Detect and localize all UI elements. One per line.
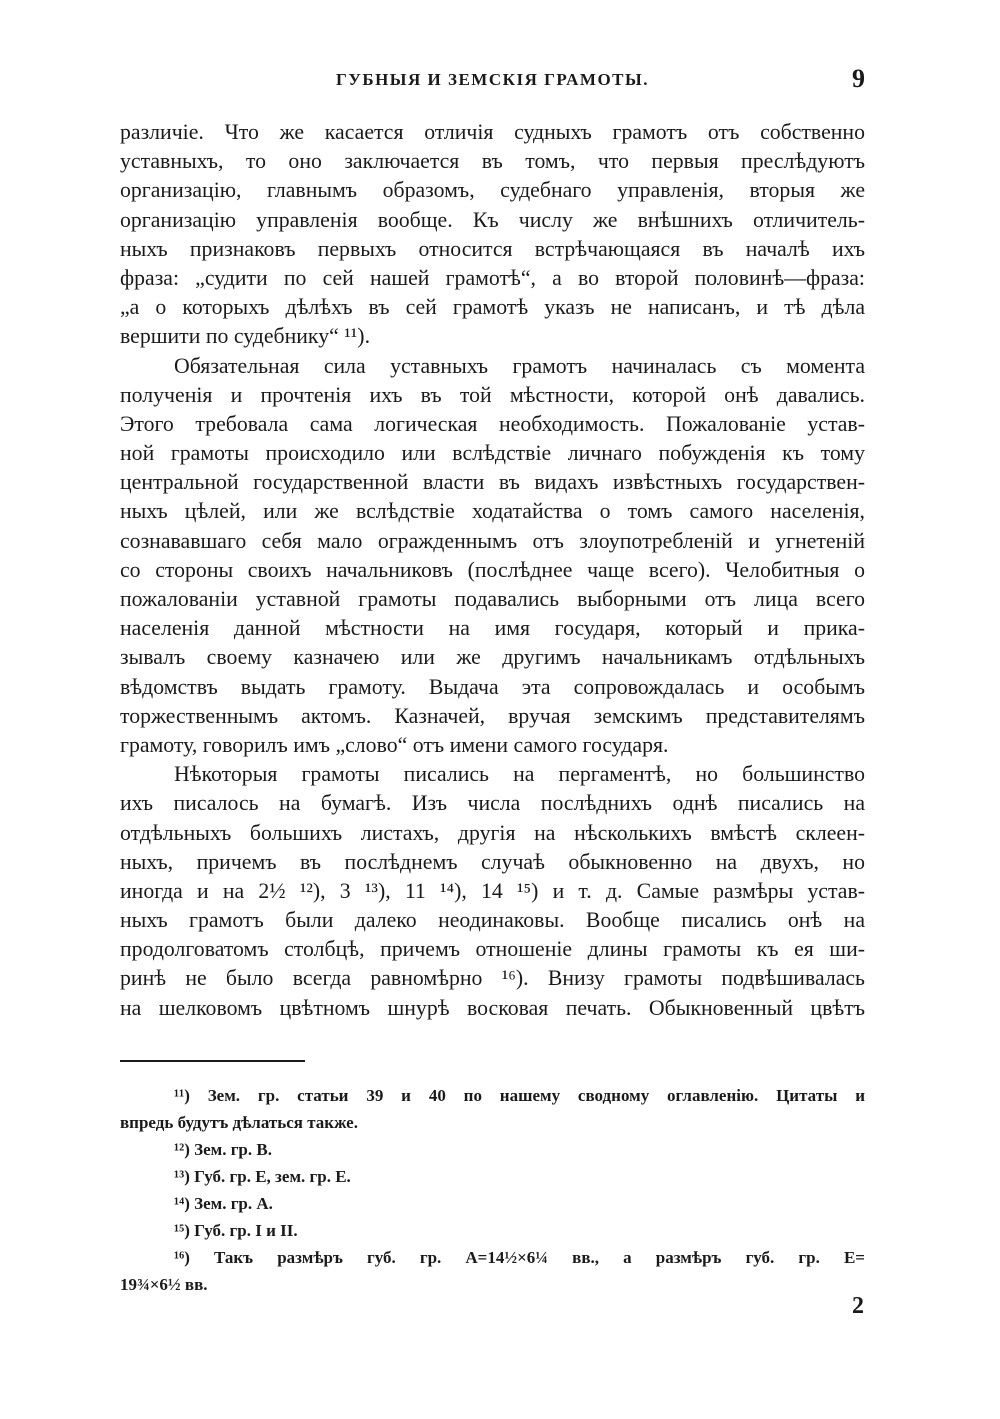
footnote-line: 19¾×6½ вв. bbox=[120, 1275, 208, 1294]
running-header bbox=[120, 64, 865, 96]
body-line: фраза: „судити по сей нашей грамотѣ“, а во второй половинѣ—фраза: bbox=[120, 265, 865, 290]
signature-mark: 2 bbox=[852, 1293, 864, 1319]
body-line: Нѣкоторыя грамоты писались на пергаментѣ, но большинство bbox=[174, 762, 865, 787]
body-line: „а о которыхъ дѣлѣхъ въ сей грамотѣ указъ не написанъ, и тѣ дѣла bbox=[120, 295, 865, 320]
page-number: 9 bbox=[852, 64, 865, 93]
body-line: сознававшаго себя мало огражденнымъ отъ злоупотребленій и угнетеній bbox=[120, 528, 865, 553]
footnotes bbox=[120, 1082, 865, 1298]
running-title: ГУБНЫЯ И ЗЕМСКІЯ ГРАМОТЫ. bbox=[336, 70, 649, 89]
body-line: ринѣ не было всегда равномѣрно ¹⁶). Внизу грамоты подвѣшивалась bbox=[120, 966, 865, 991]
body-line: Этого требовала сама логическая необходимость. Пожалованіе устав- bbox=[120, 411, 865, 436]
body-line: отдѣльныхъ большихъ листахъ, другія на нѣсколькихъ вмѣстѣ склеен- bbox=[120, 820, 865, 845]
footnote-line: ¹⁶) Такъ размѣръ губ. гр. А=14½×6¼ вв., а размѣръ губ. гр. Е= bbox=[174, 1248, 865, 1267]
body-line: ныхъ цѣлей, или же вслѣдствіе ходатайства о томъ самого населенія, bbox=[120, 499, 865, 524]
body-line: организацію управленія вообще. Къ числу же внѣшнихъ отличитель- bbox=[120, 207, 865, 232]
body-line: ныхъ грамотъ были далеко неодинаковы. Вообще писались онѣ на bbox=[120, 908, 865, 933]
footnote-line: ¹⁴) Зем. гр. А. bbox=[174, 1194, 273, 1213]
body-line: вершити по судебнику“ ¹¹). bbox=[120, 324, 371, 349]
body-line: пожалованіи уставной грамоты подавались выборными отъ лица всего bbox=[120, 587, 865, 611]
body-line: полученія и прочтенія ихъ въ той мѣстности, которой онѣ давались. bbox=[120, 382, 865, 407]
body-line: грамоту, говорилъ имъ „слово“ отъ имени самого государя. bbox=[120, 732, 669, 757]
footnote-line: ¹¹) Зем. гр. статьи 39 и 40 по нашему сводному оглавленію. Цитаты и bbox=[174, 1086, 865, 1105]
body-line: торжественнымъ актомъ. Казначей, вручая земскимъ представителямъ bbox=[120, 703, 865, 728]
body-line: на шелковомъ цвѣтномъ шнурѣ восковая печать. Обыкновенный цвѣтъ bbox=[120, 995, 865, 1020]
footnote-divider bbox=[120, 1060, 305, 1062]
body-line: продолговатомъ столбцѣ, причемъ отношеніе длины грамоты къ ея ши- bbox=[120, 937, 865, 962]
body-line: ной грамоты происходило или вслѣдствіе личнаго побужденія къ тому bbox=[120, 441, 865, 466]
body-line: ихъ писалось на бумагѣ. Изъ числа послѣднихъ однѣ писались на bbox=[120, 791, 865, 816]
body-line: зывалъ своему казначею или же другимъ начальникамъ отдѣльныхъ bbox=[120, 645, 865, 670]
body-line: уставныхъ, то оно заключается въ томъ, что первыя преслѣдуютъ bbox=[120, 149, 865, 174]
body-line: населенія данной мѣстности на имя государя, который и прика- bbox=[120, 616, 865, 641]
body-text bbox=[120, 118, 865, 1023]
body-line: центральной государственной власти въ видахъ извѣстныхъ государствен- bbox=[120, 470, 865, 495]
body-line: иногда и на 2½ ¹²), 3 ¹³), 11 ¹⁴), 14 ¹⁵) и т. д. Самые размѣры устав- bbox=[120, 878, 865, 903]
footnote-line: ¹⁵) Губ. гр. І и ІІ. bbox=[174, 1221, 298, 1240]
body-line: вѣдомствъ выдать грамоту. Выдача эта сопровождалась и особымъ bbox=[120, 674, 865, 699]
footnote-line: ¹³) Губ. гр. Е, зем. гр. Е. bbox=[174, 1167, 351, 1186]
footnote-line: впредь будутъ дѣлаться также. bbox=[120, 1113, 358, 1132]
body-line: организацію, главнымъ образомъ, судебнаго управленія, вторыя же bbox=[120, 178, 865, 203]
body-line: Обязательная сила уставныхъ грамотъ начиналась съ момента bbox=[174, 353, 865, 378]
body-line: со стороны своихъ начальниковъ (послѣднее чаще всего). Челобитныя о bbox=[120, 557, 865, 582]
footnote-line: ¹²) Зем. гр. В. bbox=[174, 1140, 272, 1159]
body-line: различіе. Что же касается отличія судныхъ грамотъ отъ собственно bbox=[120, 120, 865, 144]
body-line: ныхъ признаковъ первыхъ относится встрѣчающаяся въ началѣ ихъ bbox=[120, 236, 865, 261]
body-line: ныхъ, причемъ въ послѣднемъ случаѣ обыкновенно на двухъ, но bbox=[120, 849, 865, 874]
